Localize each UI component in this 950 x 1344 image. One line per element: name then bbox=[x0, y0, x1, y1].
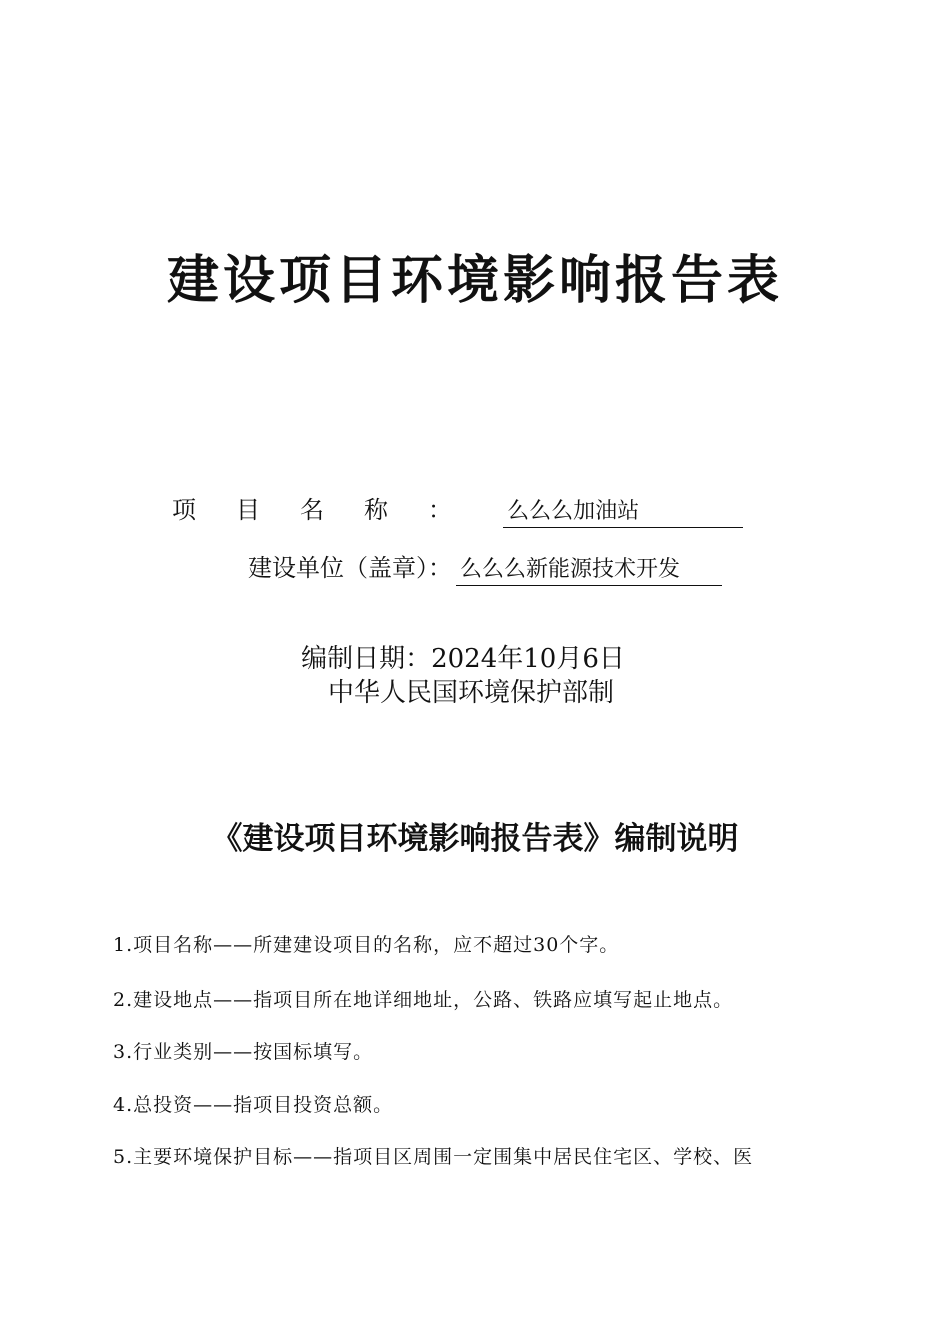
compile-date: 编制日期：2024年10月6日 bbox=[301, 644, 625, 674]
note-item: 2.建设地点——指项目所在地详细地址，公路、铁路应填写起止地点。 bbox=[113, 989, 734, 1011]
construction-unit-label: 建设单位（盖章）： bbox=[248, 554, 452, 582]
note-item: 4.总投资——指项目投资总额。 bbox=[113, 1094, 394, 1116]
issuer: 中华人民国环境保护部制 bbox=[327, 678, 614, 708]
project-name-label: 项目名称： bbox=[172, 496, 492, 524]
construction-unit-value: 么么么新能源技术开发 bbox=[456, 552, 722, 586]
project-name-value: 么么么加油站 bbox=[503, 494, 743, 528]
note-item: 5.主要环境保护目标——指项目区周围一定围集中居民住宅区、学校、医 bbox=[113, 1146, 754, 1168]
notes-title: 《建设项目环境影响报告表》编制说明 bbox=[211, 821, 739, 857]
document-title: 建设项目环境影响报告表 bbox=[166, 251, 783, 311]
note-item: 1.项目名称——所建建设项目的名称，应不超过30个字。 bbox=[113, 934, 620, 956]
note-item: 3.行业类别——按国标填写。 bbox=[113, 1041, 374, 1063]
project-name-row bbox=[172, 490, 743, 528]
construction-unit-row bbox=[248, 548, 722, 586]
